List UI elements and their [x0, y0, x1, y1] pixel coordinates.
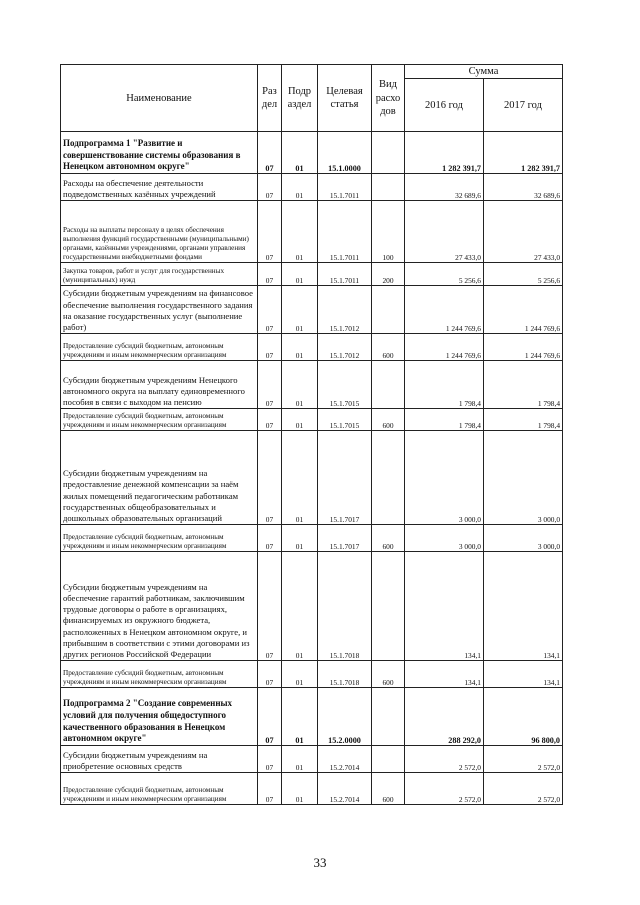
row-podrazdel: 01: [282, 688, 318, 746]
table-row: [61, 688, 563, 746]
row-target: 15.2.0000: [318, 688, 372, 746]
row-amount-2016: 5 256,6: [405, 263, 484, 286]
row-razdel: 07: [258, 263, 282, 286]
row-razdel: 07: [258, 201, 282, 263]
row-amount-2017: 27 433,0: [484, 201, 563, 263]
row-target: 15.2.7014: [318, 773, 372, 805]
header-vid: Вид расхо дов: [372, 65, 405, 132]
row-razdel: 07: [258, 525, 282, 552]
row-vid: [372, 552, 405, 661]
row-amount-2017: 96 800,0: [484, 688, 563, 746]
row-vid: 600: [372, 409, 405, 431]
header-2016: 2016 год: [405, 79, 484, 132]
row-amount-2016: 1 798,4: [405, 409, 484, 431]
row-name: Предоставление субсидий бюджетным, автономным учреждениям и иным некоммерческим организациям: [61, 525, 258, 552]
row-razdel: 07: [258, 361, 282, 409]
row-amount-2016: 2 572,0: [405, 773, 484, 805]
row-name: Субсидии бюджетным учреждениям Ненецкого автономного округа на выплату единовременного пособия в связи с выходом на пенсию: [61, 361, 258, 409]
row-amount-2017: 1 798,4: [484, 361, 563, 409]
row-vid: [372, 688, 405, 746]
row-name: Субсидии бюджетным учреждениям на финансовое обеспечение выполнения государственного задания на оказание государственных услуг (выполнение работ): [61, 286, 258, 334]
row-podrazdel: 01: [282, 746, 318, 773]
row-podrazdel: 01: [282, 263, 318, 286]
table-row: [61, 409, 563, 431]
row-podrazdel: 01: [282, 361, 318, 409]
row-name: Расходы на выплаты персоналу в целях обеспечения выполнения функций государственными (муниципальными) органами, казёнными учреждениями, органами управления государственными внебюджетными фондами: [61, 201, 258, 263]
row-amount-2017: 134,1: [484, 661, 563, 688]
row-name: Предоставление субсидий бюджетным, автономным учреждениям и иным некоммерческим организациям: [61, 773, 258, 805]
row-razdel: 07: [258, 174, 282, 201]
row-amount-2016: 1 798,4: [405, 361, 484, 409]
row-razdel: 07: [258, 286, 282, 334]
row-amount-2016: 1 244 769,6: [405, 286, 484, 334]
table-row: [61, 552, 563, 661]
row-amount-2016: 288 292,0: [405, 688, 484, 746]
row-name: Предоставление субсидий бюджетным, автономным учреждениям и иным некоммерческим организациям: [61, 661, 258, 688]
table-row: [61, 525, 563, 552]
row-vid: 600: [372, 661, 405, 688]
row-amount-2017: 3 000,0: [484, 525, 563, 552]
row-amount-2017: 5 256,6: [484, 263, 563, 286]
row-vid: 600: [372, 773, 405, 805]
row-amount-2016: 3 000,0: [405, 431, 484, 525]
table-row: [61, 361, 563, 409]
row-amount-2016: 2 572,0: [405, 746, 484, 773]
row-amount-2017: 134,1: [484, 552, 563, 661]
header-summa: Сумма: [405, 65, 563, 79]
header-2017: 2017 год: [484, 79, 563, 132]
row-podrazdel: 01: [282, 334, 318, 361]
table-row: [61, 431, 563, 525]
row-podrazdel: 01: [282, 431, 318, 525]
page-number: 33: [313, 855, 327, 870]
row-amount-2016: 1 282 391,7: [405, 132, 484, 174]
row-razdel: 07: [258, 746, 282, 773]
row-vid: [372, 132, 405, 174]
row-name: Предоставление субсидий бюджетным, автономным учреждениям и иным некоммерческим организациям: [61, 409, 258, 431]
row-amount-2017: 1 282 391,7: [484, 132, 563, 174]
row-name: Закупка товаров, работ и услуг для государственных (муниципальных) нужд: [61, 263, 258, 286]
row-podrazdel: 01: [282, 286, 318, 334]
row-razdel: 07: [258, 688, 282, 746]
row-amount-2016: 27 433,0: [405, 201, 484, 263]
row-name: Субсидии бюджетным учреждениям на обеспечение гарантий работникам, заключившим трудовые договоры о работе в организациях, финансируемых из окружного бюджета, расположенных в Ненецком автономном округе, и прибывшим в соответствии с этими договорами из других регионов Российской Федерации: [61, 552, 258, 661]
header-name: Наименование: [61, 65, 258, 132]
row-vid: 600: [372, 334, 405, 361]
row-target: 15.1.7017: [318, 431, 372, 525]
row-amount-2016: 134,1: [405, 661, 484, 688]
row-name: Предоставление субсидий бюджетным, автономным учреждениям и иным некоммерческим организациям: [61, 334, 258, 361]
row-podrazdel: 01: [282, 201, 318, 263]
row-razdel: 07: [258, 334, 282, 361]
row-vid: [372, 431, 405, 525]
row-amount-2016: 1 244 769,6: [405, 334, 484, 361]
row-target: 15.1.7017: [318, 525, 372, 552]
row-target: 15.1.7011: [318, 263, 372, 286]
row-amount-2017: 2 572,0: [484, 746, 563, 773]
header-razdel: Раз дел: [258, 65, 282, 132]
row-vid: 100: [372, 201, 405, 263]
row-target: 15.1.7018: [318, 661, 372, 688]
row-name: Подпрограмма 1 "Развитие и совершенствование системы образования в Ненецком автономном округе": [61, 132, 258, 174]
row-target: 15.1.7012: [318, 286, 372, 334]
table-body: [61, 132, 563, 805]
row-target: 15.1.7015: [318, 361, 372, 409]
row-vid: [372, 361, 405, 409]
row-podrazdel: 01: [282, 174, 318, 201]
row-target: 15.2.7014: [318, 746, 372, 773]
table-row: [61, 132, 563, 174]
row-razdel: 07: [258, 132, 282, 174]
row-razdel: 07: [258, 552, 282, 661]
row-target: 15.1.7012: [318, 334, 372, 361]
row-vid: [372, 286, 405, 334]
row-target: 15.1.7015: [318, 409, 372, 431]
row-razdel: 07: [258, 409, 282, 431]
row-amount-2016: 3 000,0: [405, 525, 484, 552]
row-target: 15.1.7018: [318, 552, 372, 661]
row-name: Расходы на обеспечение деятельности подведомственных казённых учреждений: [61, 174, 258, 201]
row-razdel: 07: [258, 431, 282, 525]
table-row: [61, 773, 563, 805]
row-amount-2017: 2 572,0: [484, 773, 563, 805]
row-vid: [372, 174, 405, 201]
row-name: Субсидии бюджетным учреждениям на приобретение основных средств: [61, 746, 258, 773]
table-row: [61, 201, 563, 263]
row-podrazdel: 01: [282, 773, 318, 805]
row-target: 15.1.7011: [318, 201, 372, 263]
row-amount-2016: 134,1: [405, 552, 484, 661]
row-amount-2016: 32 689,6: [405, 174, 484, 201]
row-target: 15.1.7011: [318, 174, 372, 201]
row-podrazdel: 01: [282, 552, 318, 661]
budget-table: [60, 64, 563, 805]
table-row: [61, 174, 563, 201]
header-podrazdel: Подр аздел: [282, 65, 318, 132]
row-amount-2017: 32 689,6: [484, 174, 563, 201]
table-row: [61, 746, 563, 773]
row-podrazdel: 01: [282, 661, 318, 688]
row-vid: 600: [372, 525, 405, 552]
row-razdel: 07: [258, 661, 282, 688]
table-row: [61, 263, 563, 286]
row-razdel: 07: [258, 773, 282, 805]
row-amount-2017: 1 798,4: [484, 409, 563, 431]
header-target: Целевая статья: [318, 65, 372, 132]
table-row: [61, 286, 563, 334]
row-amount-2017: 1 244 769,6: [484, 286, 563, 334]
row-podrazdel: 01: [282, 409, 318, 431]
row-vid: 200: [372, 263, 405, 286]
row-name: Подпрограмма 2 "Создание современных условий для получения общедоступного качественного образования в Ненецком автономном округе": [61, 688, 258, 746]
row-name: Субсидии бюджетным учреждениям на предоставление денежной компенсации за наём жилых помещений педагогическим работникам государственных общеобразовательных и дошкольных образовательных организаций: [61, 431, 258, 525]
row-podrazdel: 01: [282, 525, 318, 552]
table-row: [61, 334, 563, 361]
row-amount-2017: 1 244 769,6: [484, 334, 563, 361]
row-vid: [372, 746, 405, 773]
row-target: 15.1.0000: [318, 132, 372, 174]
row-podrazdel: 01: [282, 132, 318, 174]
row-amount-2017: 3 000,0: [484, 431, 563, 525]
table-row: [61, 661, 563, 688]
